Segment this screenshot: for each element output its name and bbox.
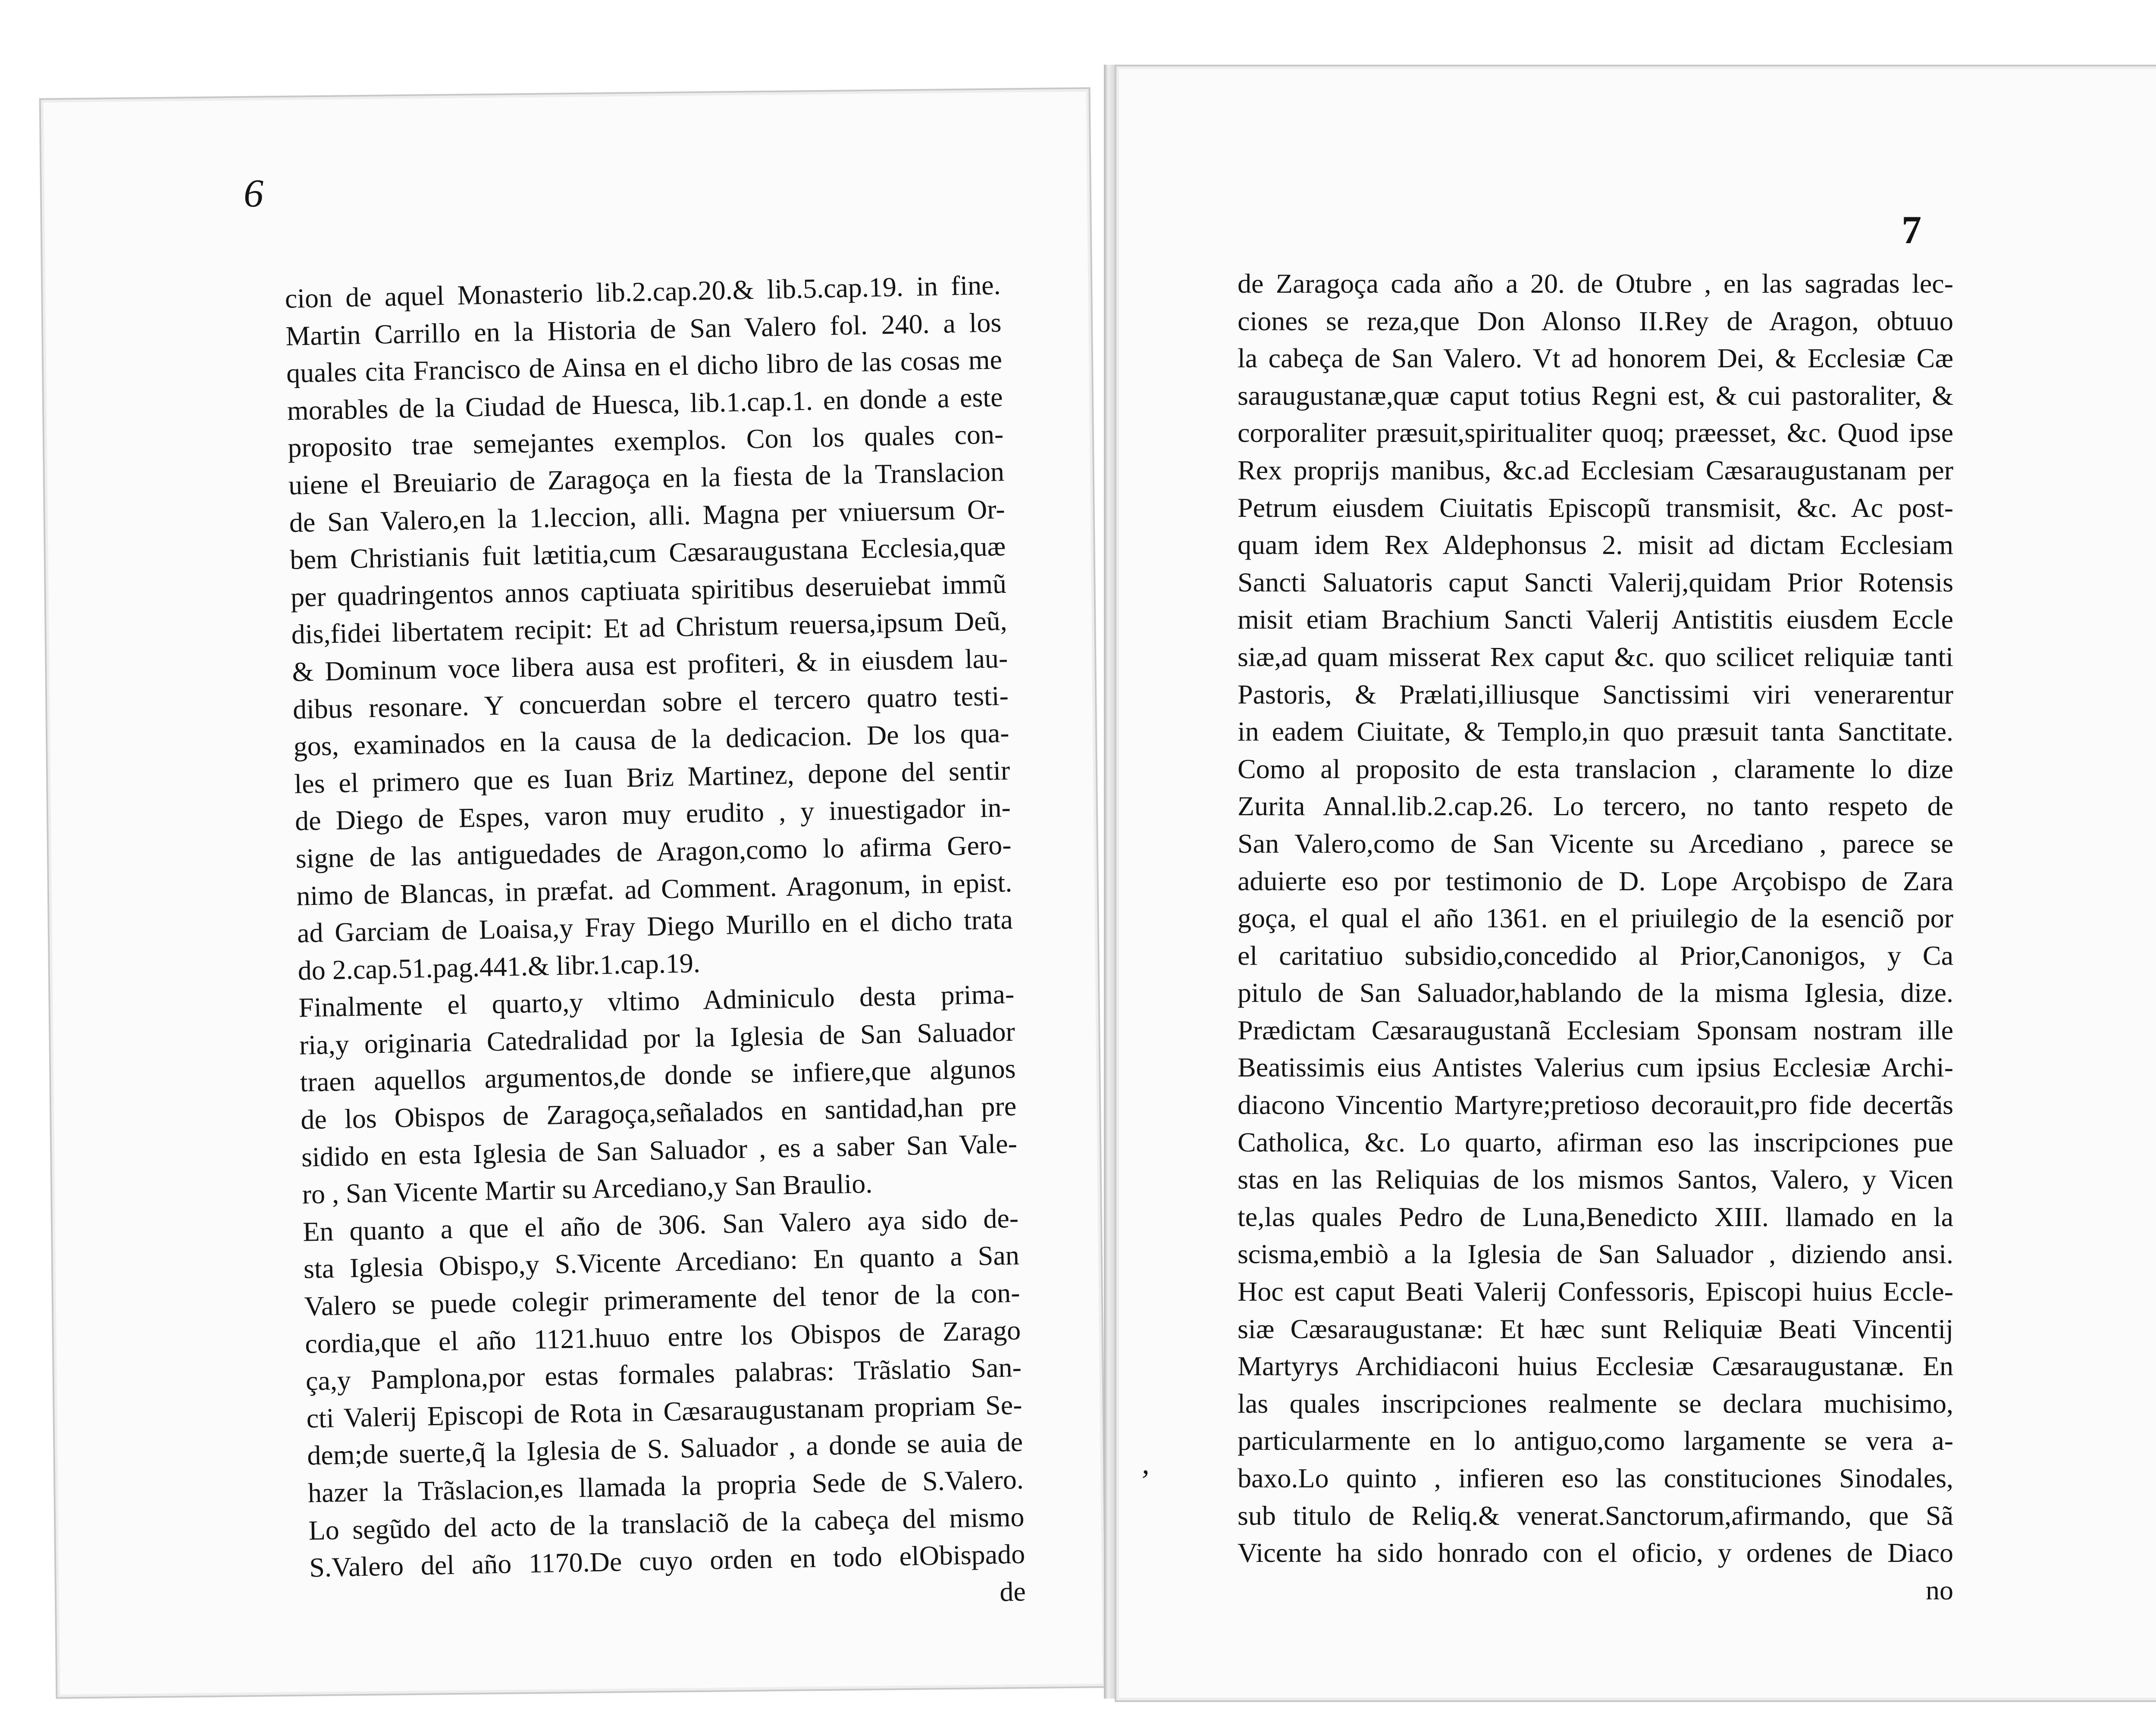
text-line: uiene el Breuiario de Zaragoça en la fiesta de la Translacion <box>288 456 1005 501</box>
text-line: de Zaragoça cada año a 20. de Otubre , en las sagradas lec- <box>1238 268 1953 299</box>
text-line: do 2.cap.51.pag.441.& libr.1.cap.19. <box>298 947 701 986</box>
text-line: ro , San Vicente Martir su Arcediano,y San Braulio. <box>302 1168 873 1210</box>
text-line: saraugustanæ,quæ caput totius Regni est, & cui pastoraliter, & <box>1238 380 1953 411</box>
book-gutter <box>1104 65 1115 1699</box>
text-line: Zurita Annal.lib.2.cap.26. Lo tercero, no tanto respeto de <box>1238 791 1953 822</box>
text-line: la cabeça de San Valero. Vt ad honorem Dei, & Ecclesiæ Cæ <box>1238 343 1953 374</box>
text-line: sidido en esta Iglesia de San Saluador , es a saber San Vale- <box>301 1128 1018 1173</box>
text-line: En quanto a que el año de 306. San Valero aya sido de- <box>302 1202 1019 1247</box>
text-line: les el primero que es Iuan Briz Martinez, depone del sentir <box>294 754 1010 799</box>
text-line: traen aquellos argumentos,de donde se infiere,que algunos <box>300 1053 1016 1098</box>
text-line: de San Valero,en la 1.leccion, alli. Magna per vniuersum Or- <box>289 493 1006 538</box>
text-line: Martyrys Archidiaconi huius Ecclesiæ Cæsaraugustanæ. En <box>1238 1351 1953 1382</box>
text-line: de Diego de Espes, varon muy erudito , y inuestigador in- <box>295 792 1011 837</box>
text-line: ça,y Pamplona,por estas formales palabras: Trãslatio San- <box>305 1352 1022 1396</box>
text-line: dis,fidei libertatem recipit: Et ad Christum reuersa,ipsum Deũ, <box>291 605 1008 650</box>
text-line: ad Garciam de Loaisa,y Fray Diego Murillo en el dicho trata <box>297 904 1013 948</box>
left-page-number: 6 <box>244 171 263 215</box>
text-line: misit etiam Brachium Sancti Valerij Antistitis eiusdem Eccle <box>1238 604 1953 635</box>
text-line: de <box>999 1576 1026 1607</box>
text-line: cordia,que el año 1121.huuo entre los Obispos de Zarago <box>304 1314 1021 1359</box>
text-line: in eadem Ciuitate, & Templo,in quo præsuit tanta Sanctitate. <box>1238 716 1953 747</box>
text-line: & Dominum voce libera ausa est profiteri, & in eiusdem lau- <box>291 642 1008 687</box>
text-line: siæ,ad quam misserat Rex caput &c. quo scilicet reliquiæ tanti <box>1238 641 1953 672</box>
text-line: cti Valerij Episcopi de Rota in Cæsaraugustanam propriam Se- <box>306 1389 1023 1434</box>
text-line: Martin Carrillo en la Historia de San Valero fol. 240. a los <box>285 307 1002 351</box>
text-line: dem;de suerte,q̃ la Iglesia de S. Saluador , a donde se auia de <box>307 1427 1023 1471</box>
text-line: ria,y originaria Catedralidad por la Iglesia de San Saluador <box>299 1016 1015 1061</box>
text-line: quam idem Rex Aldephonsus 2. misit ad dictam Ecclesiam <box>1238 529 1953 560</box>
text-line: gos, examinados en la causa de la dedicacion. De los qua- <box>293 717 1010 762</box>
right-page-number: 7 <box>1902 208 1921 252</box>
text-line: sta Iglesia Obispo,y S.Vicente Arcediano: En quanto a San <box>303 1240 1020 1285</box>
text-line: proposito trae semejantes exemplos. Con los quales con- <box>287 419 1004 463</box>
text-line: no <box>1926 1574 1953 1605</box>
text-line: signe de las antiguedades de Aragon,como lo afirma Gero- <box>295 829 1012 874</box>
text-line: Catholica, &c. Lo quarto, afirman eso las inscripciones pue <box>1238 1126 1953 1158</box>
text-line: hazer la Trãslacion,es llamada la propria Sede de S.Valero. <box>307 1464 1024 1508</box>
text-line: Vicente ha sido honrado con el oficio, y ordenes de Diaco <box>1238 1537 1953 1568</box>
text-line: S.Valero del año 1170.De cuyo orden en todo elObispado <box>309 1538 1025 1583</box>
text-line: las quales inscripciones realmente se declara muchisimo, <box>1238 1388 1953 1419</box>
text-line: corporaliter præsuit,spiritualiter quoq; præesset, &c. Quod ipse <box>1238 417 1953 448</box>
text-line: pitulo de San Saluador,hablando de la misma Iglesia, dize. <box>1238 977 1953 1008</box>
text-line: San Valero,como de San Vicente su Arcediano , parece se <box>1238 828 1953 859</box>
right-page-text <box>1238 265 1953 1609</box>
text-line: bem Christianis fuit lætitia,cum Cæsaraugustana Ecclesia,quæ <box>289 531 1006 576</box>
text-line: dibus resonare. Y concuerdan sobre el tercero quatro testi- <box>292 680 1009 725</box>
text-line: Finalmente el quarto,y vltimo Adminiculo desta prima- <box>298 979 1015 1023</box>
text-line: Petrum eiusdem Ciuitatis Episcopũ transmisit, &c. Ac post- <box>1238 492 1953 523</box>
text-line: Pastoris, & Prælati,illiusque Sanctissimi viri venerarentur <box>1238 679 1953 710</box>
text-line: per quadringentos annos captiuata spiritibus deseruiebat immũ <box>290 568 1007 613</box>
text-line: Como al proposito de esta translacion , claramente lo dize <box>1238 753 1953 784</box>
text-line: ciones se reza,que Don Alonso II.Rey de Aragon, obtuuo <box>1238 305 1953 336</box>
text-line: scisma,embiò a la Iglesia de San Saluador , diziendo ansi. <box>1238 1239 1953 1270</box>
margin-mark: ʼ <box>1138 1464 1149 1497</box>
text-line: siæ Cæsaraugustanæ: Et hæc sunt Reliquiæ Beati Vincentij <box>1238 1313 1953 1344</box>
text-line: Rex proprijs manibus, &c.ad Ecclesiam Cæsaraugustanam per <box>1238 454 1953 485</box>
text-line: nimo de Blancas, in præfat. ad Comment. Aragonum, in epist. <box>296 867 1012 911</box>
text-line: Prædictam Cæsaraugustanã Ecclesiam Sponsam nostram ille <box>1238 1014 1953 1045</box>
text-line: morables de la Ciudad de Huesca, lib.1.cap.1. en donde a este <box>287 381 1003 426</box>
text-line: baxo.Lo quinto , infieren eso las constituciones Sinodales, <box>1238 1463 1953 1493</box>
text-line: cion de aquel Monasterio lib.2.cap.20.& lib.5.cap.19. in fine. <box>285 269 1001 314</box>
text-line: aduierte eso por testimonio de D. Lope Arçobispo de Zara <box>1238 865 1953 896</box>
text-line: sub titulo de Reliq.& venerat.Sanctorum,afirmando, que Sã <box>1238 1500 1953 1531</box>
text-line: quales cita Francisco de Ainsa en el dicho libro de las cosas me <box>286 344 1003 389</box>
text-line: te,las quales Pedro de Luna,Benedicto XIII. llamado en la <box>1238 1201 1953 1232</box>
text-line: goça, el qual el año 1361. en el priuilegio de la esenciõ por <box>1238 903 1953 934</box>
text-line: de los Obispos de Zaragoça,señalados en santidad,han pre <box>300 1090 1017 1135</box>
text-line: diacono Vincentio Martyre;pretioso decorauit,pro fide decertãs <box>1238 1089 1953 1120</box>
text-line: stas en las Reliquias de los mismos Santos, Valero, y Vicen <box>1238 1164 1953 1195</box>
text-line: particularmente en lo antiguo,como largamente se vera a- <box>1238 1425 1953 1456</box>
text-line: Lo segũdo del acto de la translaciõ de la cabeça del mismo <box>308 1501 1025 1546</box>
text-line: Beatissimis eius Antistes Valerius cum ipsius Ecclesiæ Archi- <box>1238 1052 1953 1083</box>
left-page-text <box>285 266 1026 1624</box>
text-line: el caritatiuo subsidio,concedido al Prior,Canonigos, y Ca <box>1238 940 1953 971</box>
text-line: Hoc est caput Beati Valerij Confessoris, Episcopi huius Eccle- <box>1238 1276 1953 1307</box>
text-line: Valero se puede colegir primeramente del tenor de la con- <box>304 1277 1021 1322</box>
text-line: Sancti Saluatoris caput Sancti Valerij,quidam Prior Rotensis <box>1238 566 1953 598</box>
